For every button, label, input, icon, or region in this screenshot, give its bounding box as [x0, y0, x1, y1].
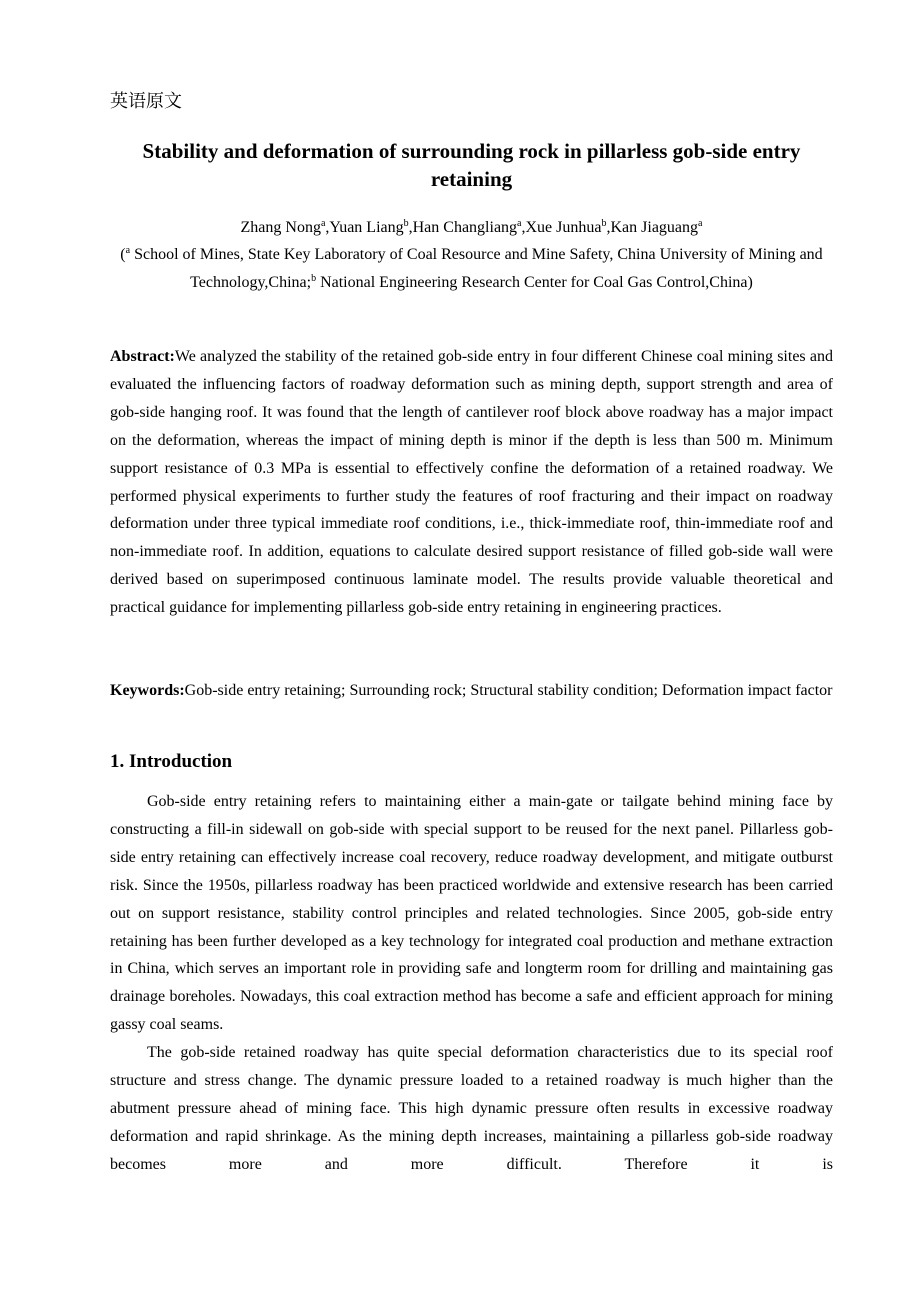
author-affil-mark: a: [517, 218, 522, 229]
affiliation-a: School of Mines, State Key Laboratory of Coal Resource and Mine Safety, China University of Mining and Technology,China;: [130, 246, 823, 291]
author: Han Changliang: [412, 219, 518, 236]
author: Kan Jiaguang: [610, 219, 699, 236]
affiliation-b: National Engineering Research Center for Coal Gas Control,China): [316, 274, 753, 291]
author-list: Zhang Nong$^a$,Yuan Liang$^b$,Han Changliang$^a$,Xue Junhua$^b$,Kan Jiaguang$^a$: [240, 218, 703, 236]
author: Xue Junhua: [525, 219, 602, 236]
abstract-text: We analyzed the stability of the retained gob-side entry in four different Chinese coal mining sites and evaluated the influencing factors of roadway deformation such as mining depth, support strength and area of gob-side hanging roof. It was found that the length of cantilever roof block above roadway has a major impact on the deformation, whereas the impact of mining depth is minor if the depth is less than 500 m. Minimum support resistance of 0.3 MPa is essential to effectively confine the deformation of a retained roadway. We performed physical experiments to further study the features of roof fracturing and their impact on roadway deformation under three typical immediate roof conditions, i.e., thick-immediate roof, thin-immediate roof and non-immediate roof. In addition, equations to calculate desired support resistance of filled gob-side wall were derived based on superimposed continuous laminate model. The results provide valuable theoretical and practical guidance for implementing pillarless gob-side entry retaining in engineering practices.: [110, 348, 833, 617]
author: Zhang Nong: [240, 219, 321, 236]
keywords-text: Gob-side entry retaining; Surrounding rock; Structural stability condition; Deformation impact factor: [184, 682, 833, 699]
author: Yuan Liang: [329, 219, 404, 236]
author-affil-mark: a: [320, 218, 326, 229]
affiliations: ($^a$ School of Mines, State Key Laboratory of Coal Resource and Mine Safety, China University of Mining and Technology,China;$^b$ National Engineering Research Center for Coal Gas Control,China): [120, 245, 823, 291]
paragraph: Gob-side entry retaining refers to maintaining either a main-gate or tailgate behind mining face by constructing a fill-in sidewall on gob-side with special support to be reused for the next panel. Pillarless gob-side entry retaining can effectively increase coal recovery, reduce roadway development, and mitigate outburst risk. Since the 1950s, pillarless roadway has been practiced worldwide and extensive research has been carried out on support resistance, stability control principles and related technologies. Since 2005, gob-side entry retaining has been further developed as a key technology for integrated coal production and methane extraction in China, which serves an important role in providing safe and longterm room for drilling and maintaining gas drainage boreholes. Nowadays, this coal extraction method has become a safe and efficient approach for mining gassy coal seams.: [110, 793, 833, 1034]
author-affil-mark: b: [601, 218, 607, 229]
introduction-body: [110, 788, 833, 1179]
author-affil-mark: a: [698, 218, 703, 229]
affil-mark-a: a: [125, 245, 131, 256]
keywords: [110, 677, 833, 705]
paragraph: The gob-side retained roadway has quite special deformation characteristics due to its special roof structure and stress change. The dynamic pressure loaded to a retained roadway is much higher than the abutment pressure ahead of mining face. This high dynamic pressure often results in excessive roadway deformation and rapid shrinkage. As the mining depth increases, maintaining a pillarless gob-side roadway becomes more and more difficult. Therefore it is: [110, 1044, 833, 1173]
section-heading-introduction: 1. Introduction: [110, 751, 233, 772]
abstract: [110, 343, 833, 622]
abstract-label: Abstract:: [110, 348, 175, 365]
affil-mark-b: b: [311, 273, 317, 284]
keywords-label: Keywords:: [110, 682, 185, 699]
author-affil-mark: b: [403, 218, 409, 229]
section-label: 英语原文: [110, 91, 182, 112]
paper-title: Stability and deformation of surrounding rock in pillarless gob-side entry retaining: [142, 139, 801, 191]
